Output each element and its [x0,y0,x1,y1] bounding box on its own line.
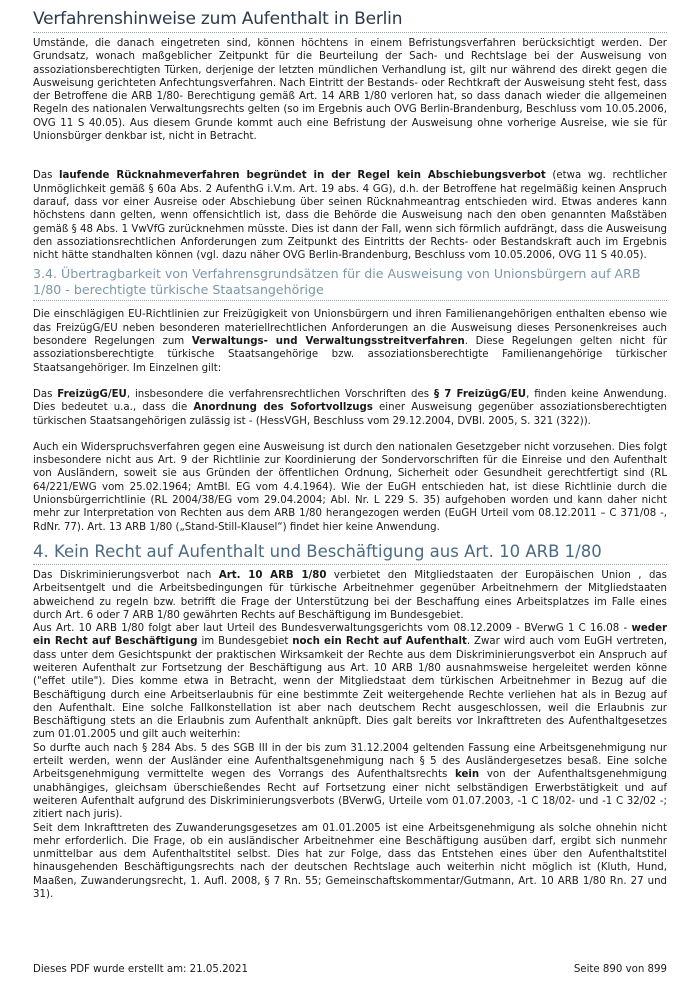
section-4-heading: 4. Kein Recht auf Aufenthalt und Beschäftigung aus Art. 10 ARB 1/80 [33,541,602,561]
section-3-4-heading: 3.4. Übertragbarkeit von Verfahrensgrundsätzen für die Ausweisung von Unionsbürgern auf ARB 1/80 - berechtigte türkische Staatsangehörige [33,266,641,298]
section-4-paragraph-4: Seit dem Inkrafttreten des Zuwanderungsgesetzes am 01.01.2005 ist eine Arbeitsgenehmigung als solche ohnehin nicht mehr erforderlich. Die Frage, ob ein ausländischer Arbeitnehmer eine Beschäftigung ausüben darf, ergibt sich nunmehr unmittelbar aus dem Aufenthaltstitel selbst. Dies hat zur Folge, dass das Entstehen eines über den Aufenthaltstitel hinausgehenden Beschäftigungsrechts nach der deutschen Rechtslage auch weiterhin nicht möglich ist (Kluth, Hund, Maaßen, Zuwanderungsrecht, 1. Aufl. 2008, § 7 Rn. 55; Gemeinschaftskommentar/Gutmann, Art. 10 ARB 1/80 Rn. 27 und 31). [33,822,667,901]
bold-text: Art. 10 ARB 1/80 [218,569,327,581]
text-span: einer Ausweisung gegenüber assoziationsberechtigten türkischen Staatsangehörigen zulässig ist - (HessVGH, Beschluss vom 29.12.2004, DVBl. 2005, S. 321 (322)). [33,402,667,427]
text-span: im Bundesgebiet [197,636,293,648]
bold-text: Anordnung des Sofortvollzugs [193,402,373,414]
document-page [33,8,667,901]
bold-text: § 7 FreizügG/EU [433,388,527,400]
text-span: von der Aufenthaltsgenehmigung unabhängiges, gleichsam überschießendes Recht auf Fortsetzung einer nicht selbständigen Erwerbstätigkeit und auf weiteren Aufenthalt aufgrund des Diskriminierungsverbots (BVerwG, Urteile vom 01.07.2003, -1 C 18/02- und -1 C 32/02 -; zitiert nach juris). [33,769,667,821]
text-span: Die einschlägigen EU-Richtlinien zur Freizügigkeit von Unionsbürgern und ihren Familienangehörigen enthalten ebenso wie das FreizügG/EU neben besonderen materiellrechtlichen Anforderungen an die Ausweisung dieses Personenkreises auch besondere Regelungen zum [33,309,667,348]
text-span: , insbesondere die verfahrensrechtlichen Vorschriften des [126,388,434,400]
bold-text: Verwaltungs- und Verwaltungsstreitverfahren [191,336,465,348]
section-4-paragraph-3 [33,742,667,822]
page-footer [33,963,667,977]
bold-text: FreizügG/EU [57,388,127,400]
bold-text: weder ein Recht auf Beschäftigung [33,623,667,648]
text-span: . Zwar wird auch vom EuGH vertreten, dass unter dem Gesichtspunkt der praktischen Wirksamkeit der Rechte aus dem Diskriminierungsverbot ein Anspruch auf weiteren Aufenthalt zur Fortsetzung der Beschäftigung aus Art. 10 ARB 1/80 ausnahmsweise hergeleitet werden könne ("effet utile"). Dies komme etwa in Betracht, wenn der Mitgliedstaat dem türkischen Arbeitnehmer in Bezug auf die Beschäftigung durch eine Arbeitserlaubnis für eine bestimmte Zeit weitergehende Rechte verliehen hat als in Bezug auf den Aufenthalt. Eine solche Fallkonstellation ist aber nach deutschem Recht ausgeschlossen, weil die Erlaubnis zur Beschäftigung stets an die Erlaubnis zum Aufenthalt anknüpft. Dies galt bereits vor Inkrafttreten des Aufenthaltgesetzes zum 01.01.2005 und gilt auch weiterhin: [33,636,668,741]
bold-text: laufende Rücknahmeverfahren begründet in der Regel kein Abschiebungsverbot [59,170,546,182]
section-4-divider [33,564,667,565]
text-span: Das Diskriminierungsverbot nach [33,569,219,581]
text-span: (etwa wg. rechtlicher Unmöglichkeit gemäß § 60a Abs. 2 AufenthG i.V.m. Art. 19 abs. 4 GG), d.h. der Betroffene hat regelmäßig keinen Anspruch darauf, dass vor einer Ausreise oder Abschiebung über seinen Rücknahmeantrag entschieden wird. Etwas anderes kann höchstens dann gelten, wenn offensichtlich ist, dass die Behörde die Ausweisung nach den oben genannten Maßstäben gemäß § 48 Abs. 1 VwVfG zurücknehmen müsste. Dies ist dann der Fall, wenn sich förmlich aufdrängt, dass die Ausweisung den assoziationsrechtlichen Anforderungen zum Zeitpunkt des Eintritts der Rechts- oder Bestandskraft auch im Ergebnis nicht hätte standhalten können (vgl. dazu näher OVG Berlin-Brandenburg, Beschluss vom 10.05.2006, OVG 11 S 40.05). [33,170,667,262]
footer-page-number: Seite 890 von 899 [573,964,667,975]
footer-created-date: Dieses PDF wurde erstellt am: 21.05.2021 [33,964,249,975]
bold-text: kein [455,769,480,781]
text-span: Das [33,388,58,400]
section-3-4-divider [33,300,667,301]
text-span: . Diese Regelungen gelten nicht für assoziationsberechtigte türkische Staatsangehörige bzw. assoziationsberechtigte Familienangehörige türkischer Staatsangehöriger. Im Einzelnen gilt: [33,336,667,374]
section-4-paragraph-2 [33,622,667,742]
intro-paragraph-2 [33,169,667,262]
bold-text: noch ein Recht auf Aufenthalt [292,636,467,648]
text-span: So durfte auch nach § 284 Abs. 5 des SGB III in der bis zum 31.12.2004 geltenden Fassung eine Arbeitsgenehmigung nur erteilt werden, wenn der Ausländer eine Aufenthaltsgenehmigung nach § 5 des Ausländergesetzes besaß. Eine solche Arbeitsgenehmigung vermittelte wegen des Vorrangs des Aufenthaltsrechts [33,742,667,781]
text-span: verbietet den Mitgliedstaaten der Europäischen Union , das Arbeitsentgelt und die Arbeitsbedingungen für türkische Arbeitnehmer gegenüber Arbeitnehmern der Mitgliedstaaten abweichend zu regeln bzw. betrifft die Frage der Unterstützung bei der Beschaffung eines Arbeitsplatzes im Falle eines durch Art. 6 oder 7 ARB 1/80 gewährten Rechts auf Beschäftigung im Bundesgebiet. [33,569,667,621]
section-3-4-paragraph-3: Auch ein Widerspruchsverfahren gegen eine Ausweisung ist durch den nationalen Gesetzgeber nicht vorzusehen. Dies folgt insbesondere nicht aus Art. 9 der Richtlinie zur Koordinierung der Sondervorschriften für die Einreise und den Aufenthalt von Ausländern, soweit sie aus Gründen der öffentlichen Ordnung, Sicherheit oder Gesundheit gerechtfertigt sind (RL 64/221/EWG vom 25.02.1964; AmtBl. EG vom 4.4.1964). Wie der EuGH entschieden hat, ist diese Richtlinie durch die Unionsbürgerrichtlinie (RL 2004/38/EG vom 29.04.2004; Abl. Nr. L 229 S. 35) aufgehoben worden und kann daher nicht mehr zur Interpretation von Rechten aus dem ARB 1/80 herangezogen werden (EuGH Urteil vom 08.12.2011 – C 371/08 -, RdNr. 77). Art. 13 ARB 1/80 („Stand-Still-Klausel“) findet hier keine Anwendung. [33,441,667,533]
text-span: , finden keine Anwendung. Dies bedeutet u.a., dass die [33,388,667,414]
section-3-4-paragraph-2 [33,388,667,428]
text-span: Das [33,170,60,182]
text-span: Aus Art. 10 ARB 1/80 folgt aber laut Urteil des Bundesverwaltungsgerichts vom 08.12.2009 - BVerwG 1 C 16.08 - [33,623,632,635]
section-4-paragraph-1 [33,569,667,622]
title-divider [33,32,667,33]
section-3-4-paragraph-1 [33,308,667,374]
intro-paragraph-1: Umstände, die danach eingetreten sind, können höchtens in einem Befristungsverfahren berücksichtigt werden. Der Grundsatz, wonach maßgeblicher Zeitpunkt für die Beurteilung der Sach- und Rechtslage bei der Ausweisung von assoziationsberechtigten Türken, derjenige der letzten mündlichen Verhandlung ist, gilt nur während des direkt gegen die Ausweisung gerichteten Anfechtungsverfahren. Nach Eintritt der Bestands- oder Rechtkraft der Ausweisung steht fest, dass der Betroffene die ARB 1/80- Berechtigung gemäß Art. 14 ARB 1/80 verloren hat, so dass danach wieder die allgemeinen Regeln des nationalen Verwaltungsrechts gelten (so im Ergebnis auch OVG Berlin-Brandenburg, Beschluss vom 10.05.2006, OVG 11 S 40.05). Aus diesem Grunde kommt auch eine Befristung der Ausweisung ohne vorherige Ausreise, wie sie für Unionsbürger denkbar ist, nicht in Betracht. [33,38,667,143]
page-title: Verfahrenshinweise zum Aufenthalt in Berlin [33,9,403,29]
